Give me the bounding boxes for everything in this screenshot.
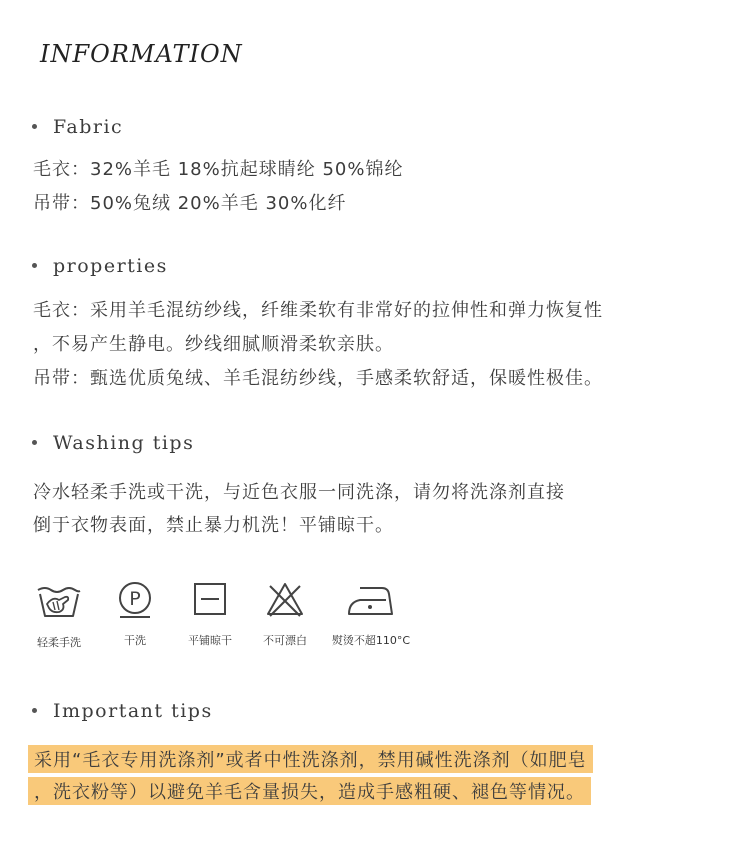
no-bleach-icon	[265, 580, 305, 620]
properties-line: 吊带：甄选优质兔绒、羊毛混纺纱线，手感柔软舒适，保暖性极佳。	[33, 368, 603, 389]
care-item-no-bleach	[245, 580, 325, 648]
fabric-line: 吊带：50%兔绒 20%羊毛 30%化纤	[33, 193, 347, 214]
fabric-line: 毛衣：32%羊毛 18%抗起球睛纶 50%锦纶	[33, 159, 404, 180]
fabric-heading-label: Fabric	[53, 116, 124, 138]
bullet-dot	[32, 124, 37, 129]
important-line-highlighted: 采用“毛衣专用洗涤剂”或者中性洗涤剂，禁用碱性洗涤剂（如肥皂	[28, 745, 593, 773]
important-line-highlighted: ，洗衣粉等）以避免羊毛含量损失，造成手感粗硬、褪色等情况。	[28, 777, 591, 805]
care-item-iron	[331, 580, 411, 648]
care-label: 轻柔手洗	[37, 636, 81, 649]
svg-text:P: P	[129, 588, 141, 610]
care-item-dry-clean	[95, 580, 175, 648]
dry-flat-icon	[190, 580, 230, 620]
care-label: 熨烫不超110°C	[331, 634, 411, 647]
washing-heading	[32, 432, 194, 454]
important-heading-label: Important tips	[53, 700, 213, 722]
care-item-hand-wash	[19, 580, 99, 650]
properties-heading	[32, 255, 168, 277]
care-label: 干洗	[124, 634, 146, 647]
washing-heading-label: Washing tips	[53, 432, 195, 454]
care-item-dry-flat	[170, 580, 250, 648]
properties-line: ，不易产生静电。纱线细腻顺滑柔软亲肤。	[33, 334, 394, 355]
important-heading	[32, 700, 213, 722]
washing-line: 倒于衣物表面，禁止暴力机洗！平铺晾干。	[33, 515, 394, 536]
hand-wash-icon	[35, 580, 83, 622]
washing-line: 冷水轻柔手洗或干洗，与近色衣服一同洗涤，请勿将洗涤剂直接	[33, 482, 565, 503]
bullet-dot	[32, 440, 37, 445]
bullet-dot	[32, 263, 37, 268]
page-title: INFORMATION	[40, 40, 243, 68]
bullet-dot	[32, 708, 37, 713]
properties-heading-label: properties	[53, 255, 168, 277]
fabric-heading	[32, 116, 123, 138]
properties-line: 毛衣：采用羊毛混纺纱线，纤维柔软有非常好的拉伸性和弹力恢复性	[33, 300, 603, 321]
care-label: 不可漂白	[263, 634, 307, 647]
dry-clean-icon	[115, 580, 155, 620]
iron-icon	[346, 580, 396, 620]
care-label: 平铺晾干	[188, 634, 232, 647]
